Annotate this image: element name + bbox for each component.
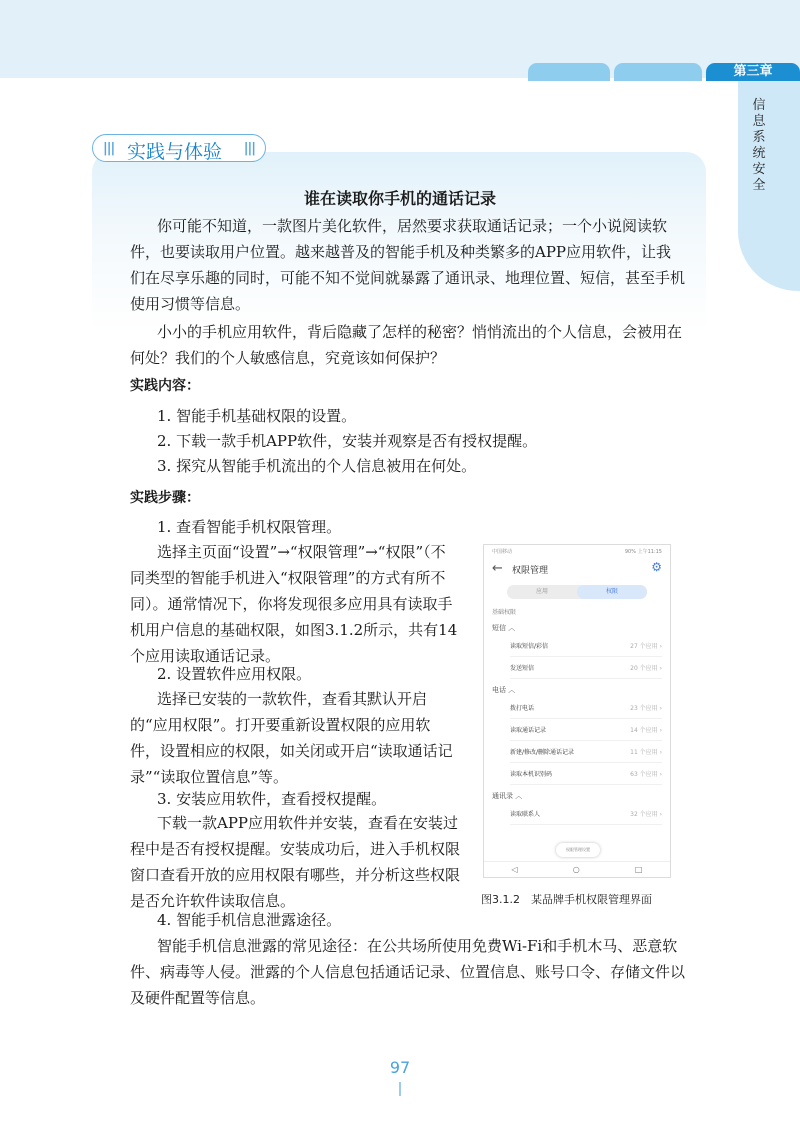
phone-screenshot [483, 544, 671, 878]
group-label: 通讯录 [492, 792, 513, 800]
phone-header [484, 557, 670, 581]
page-number: 97 [389, 1058, 411, 1077]
chapter-tab-decor [528, 63, 610, 81]
nav-home-icon[interactable]: ○ [572, 865, 580, 874]
content-item: 1. 智能手机基础权限的设置。 [157, 407, 357, 425]
chevron-up-icon: ︿ [508, 686, 516, 694]
content-heading: 实践内容： [130, 378, 200, 394]
intro-paragraph: 小小的手机应用软件，背后隐藏了怎样的秘密？悄悄流出的个人信息，会被用在何处？我们的个人敏感信息，究竟该如何保护？ [130, 323, 683, 367]
step-title: 4. 智能手机信息泄露途径。 [157, 911, 342, 929]
permission-count: 11 个应用 [630, 749, 658, 756]
tab-permissions[interactable]: 权限 [577, 585, 647, 599]
permission-row[interactable] [510, 657, 662, 679]
chevron-right-icon: › [659, 665, 662, 672]
group-label: 短信 [492, 624, 506, 632]
permission-label: 读取通话记录 [510, 727, 547, 734]
permission-label: 新建/修改/删除通话记录 [510, 749, 575, 756]
permission-label: 读取短信/彩信 [510, 643, 549, 650]
group-label: 电话 [492, 686, 506, 694]
floating-button[interactable]: 权限管理设置 [556, 843, 600, 857]
step-text: 智能手机信息泄露的常见途径：在公共场所使用免费Wi-Fi和手机木马、恶意软件、病毒等人侵。泄露的个人信息包括通话记录、位置信息、账号口令、存储文件以及硬件配置等信息。 [130, 937, 686, 1007]
content-item: 3. 探究从智能手机流出的个人信息被用在何处。 [157, 457, 477, 475]
nav-recent-icon[interactable]: □ [634, 865, 643, 874]
step-text: 下载一款APP应用软件并安装，查看在安装过程中是否有授权提醒。安装成功后，进入手机权限窗口查看开放的应用权限有哪些，并分析这些权限是否允许软件读取信息。 [130, 814, 461, 910]
bars-decor-icon: ||| [103, 141, 115, 156]
step-title: 3. 安装应用软件，查看授权提醒。 [157, 790, 387, 808]
phone-nav-bar [484, 861, 670, 877]
content-item: 2. 下载一款手机APP软件，安装并观察是否有授权提醒。 [157, 432, 538, 450]
permission-count: 14 个应用 [630, 727, 658, 734]
article-title: 谁在读取你手机的通话记录 [303, 189, 496, 208]
section-badge [92, 134, 266, 162]
permission-row[interactable] [510, 803, 662, 825]
step-text: 选择已安装的一款软件，查看其默认开启的“应用权限”。打开要重新设置权限的应用软件，设置相应的权限，如关闭或开启“读取通话记录”“读取位置信息”等。 [130, 690, 453, 786]
step-title: 2. 设置软件应用权限。 [157, 665, 312, 683]
permission-count: 20 个应用 [630, 665, 658, 672]
side-title: 信息系统安全 [752, 98, 766, 193]
permission-label: 拨打电话 [510, 705, 535, 712]
chevron-up-icon: ︿ [515, 792, 523, 800]
step-title: 1. 查看智能手机权限管理。 [157, 518, 342, 536]
permission-row[interactable] [510, 635, 662, 657]
intro-paragraph: 你可能不知道，一款图片美化软件，居然要求获取通话记录；一个小说阅读软件，也要读取用户位置。越来越普及的智能手机及种类繁多的APP应用软件，让我们在尽享乐趣的同时，可能不知不觉间就暴露了通讯录、地理位置、短信，甚至手机使用习惯等信息。 [130, 217, 686, 313]
section-title: 实践与体验 [127, 141, 223, 163]
chevron-right-icon: › [659, 727, 662, 734]
page-number-line [399, 1082, 401, 1096]
group-phone[interactable] [492, 683, 670, 697]
permission-count: 63 个应用 [630, 771, 658, 778]
basic-permissions-label: 基础权限 [492, 609, 517, 616]
carrier-label: 中国移动 [492, 549, 513, 555]
permission-row[interactable] [510, 741, 662, 763]
chapter-tabs [528, 63, 800, 81]
chevron-right-icon: › [659, 811, 662, 818]
chevron-up-icon: ︿ [508, 624, 516, 632]
permission-count: 27 个应用 [630, 643, 658, 650]
phone-title: 权限管理 [512, 566, 549, 576]
chevron-right-icon: › [659, 749, 662, 756]
chevron-right-icon: › [659, 771, 662, 778]
chapter-tab-decor [614, 63, 702, 81]
step-text: 选择主页面“设置”→“权限管理”→“权限”（不同类型的智能手机进入“权限管理”的方式有所不同）。通常情况下，你将发现很多应用具有读取手机用户信息的基础权限，如图3.1.2所示，共有14个应用读取通话记录。 [130, 543, 458, 665]
permission-label: 读取联系人 [510, 811, 541, 818]
permission-row[interactable] [510, 719, 662, 741]
nav-back-icon[interactable]: ◁ [511, 865, 518, 874]
permission-row[interactable] [510, 697, 662, 719]
chevron-right-icon: › [659, 705, 662, 712]
back-arrow-icon[interactable]: ← [492, 561, 503, 576]
bars-decor-icon: ||| [243, 141, 255, 156]
status-right: 90% 上午11:15 [624, 549, 662, 555]
permission-count: 23 个应用 [630, 705, 658, 712]
chapter-label: 第三章 [706, 63, 800, 81]
permission-label: 读取本机识别码 [510, 771, 553, 778]
phone-status-bar [484, 545, 670, 557]
tab-apps[interactable]: 应用 [535, 588, 548, 595]
permission-label: 发送短信 [510, 665, 535, 672]
permission-count: 32 个应用 [630, 811, 658, 818]
gear-icon[interactable]: ⚙ [651, 560, 662, 574]
figure-caption: 图3.1.2 某品牌手机权限管理界面 [481, 893, 652, 906]
phone-tabs [507, 585, 647, 599]
steps-heading: 实践步骤： [130, 490, 200, 506]
chevron-right-icon: › [659, 643, 662, 650]
permission-row[interactable] [510, 763, 662, 785]
group-sms[interactable] [492, 621, 670, 635]
group-contacts[interactable] [492, 789, 670, 803]
